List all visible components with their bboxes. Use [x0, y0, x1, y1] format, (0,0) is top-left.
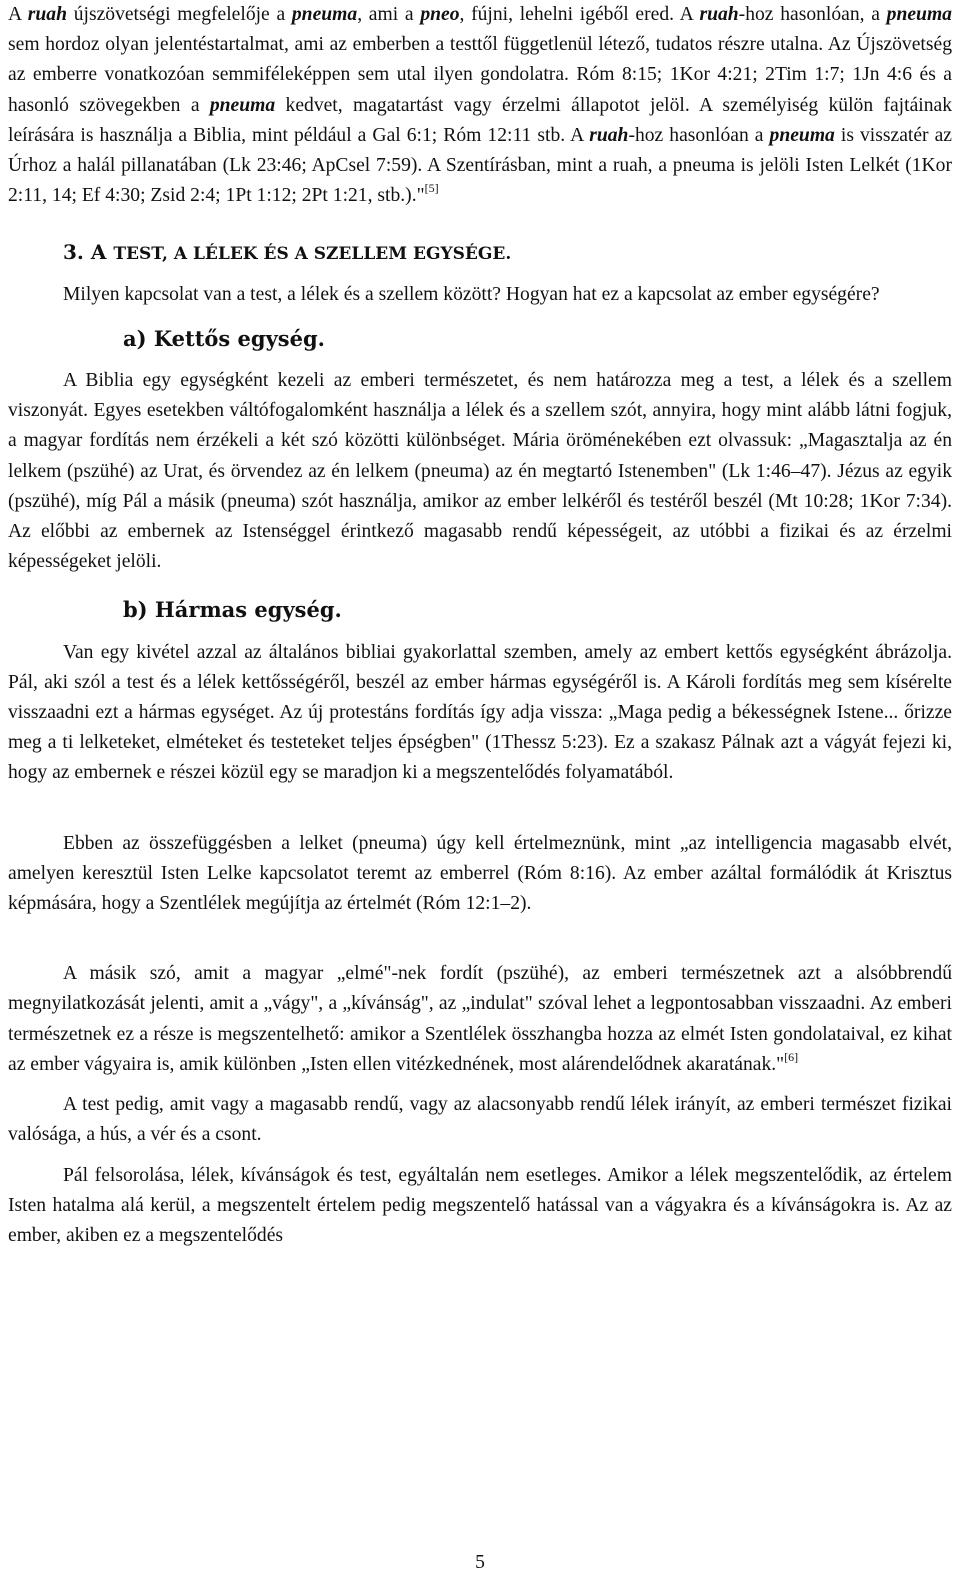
- term-pneo: pneo: [420, 4, 460, 25]
- paragraph-dual-unity: A Biblia egy egységként kezeli az emberi természetet, és nem határozza meg a test, a lélek és a szellem viszonyát. Egyes esetekben váltófogalomként használja a lélek és a szellem szót, annyira, hogy mint alább látni fogjuk, a magyar fordítás nem érzékeli a két szó közötti különbséget. Mária öröménekében ezt olvassuk: „Magasztalja az én lelkem (pszühé) az Urat, és örvendez az én lelkem (pneuma) az én megtartó Istenemben" (Lk 1:46–47). Jézus az egyik (pszühé), míg Pál a másik (pneuma) szót használja, amikor az ember lelkéről és testéről beszél (Mt 10:28; 1Kor 7:34). Az előbbi az embernek az Istenséggel érintkező magasabb rendű képességeit, az utóbbi a fizikai és az érzelmi képességeket jelöli.: [8, 370, 952, 573]
- text-run: újszövetségi megfelelője a: [67, 4, 292, 25]
- subsection-heading-b: b) Hármas egység.: [123, 597, 342, 623]
- text-run: , fújni, lehelni igéből ered. A: [459, 4, 700, 25]
- page-number: 5: [475, 1552, 485, 1573]
- section-title: TEST, A LÉLEK ÉS A SZELLEM EGYSÉGE.: [113, 244, 512, 265]
- paragraph-question: Milyen kapcsolat van a test, a lélek és a szellem között? Hogyan hat ez a kapcsolat az ember egységére?: [63, 283, 880, 305]
- paragraph-pneuma-meaning: [8, 0, 952, 211]
- paragraph-pneuma-interpretation: Ebben az összefüggésben a lelket (pneuma) úgy kell értelmeznünk, mint „az intelligencia magasabb elvét, amelyen keresztül Isten Lelke kapcsolatot teremt az emberrel (Róm 8:16). Az ember azáltal formálódik át Krisztus képmására, hogy a Szentlélek megújítja az értelmét (Róm 12:1–2).: [8, 832, 952, 915]
- term-pneuma: pneuma: [291, 4, 358, 25]
- term-pneuma: pneuma: [209, 94, 276, 116]
- text-run: A: [8, 4, 28, 25]
- paragraph-triple-unity: Van egy kivétel azzal az általános bibliai gyakorlattal szemben, amely az embert kettős egységként ábrázolja. Pál, aki szól a test és a lélek kettősségéről, beszél az ember hármas egységéről is. A Károli fordítás meg sem kísérelte visszaadni ezt a hármas egységet. Az új protestáns fordítás így adja vissza: „Maga pedig a békességnek Istene... őrizze meg a ti lelketeket, elméteket és testeteket teljes épségben" (1Thessz 5:23). Ez a szakasz Pálnak azt a vágyát fejezi ki, hogy az embernek e részei közül egy se maradjon ki a megszentelődés folyamatából.: [8, 641, 952, 784]
- section-title-initial: A: [90, 240, 107, 265]
- footnote-ref: [6]: [784, 1049, 799, 1064]
- text-run: is visszatér az Úrhoz a halál pillanatában (Lk 23:46; ApCsel 7:59). A Szentírásban, mint a ruah, a pneuma is jelöli Isten Lelkét (1Kor 2:11, 14; Ef 4:30; Zsid 2:4; 1Pt 1:12; 2Pt 1:21, stb.).": [8, 124, 952, 207]
- subsection-heading-a: a) Kettős egység.: [123, 325, 325, 351]
- text-run: kedvet, magatartást vagy érzelmi állapotot jelöl. A személyiség külön fajtáinak leírására is használja a Biblia, mint például a Gal 6:1; Róm 12:11 stb. A: [8, 94, 952, 146]
- text-run: -hoz hasonlóan, a: [738, 4, 887, 25]
- term-ruah: ruah: [589, 124, 629, 146]
- paragraph-pauls-list: Pál felsorolása, lélek, kívánságok és test, egyáltalán nem esetleges. Amikor a lélek megszentelődik, az értelem Isten hatalma alá kerül, a megszentelt értelem pedig megszentelő hatással van a vágyakra és a kívánságokra is. Az az ember, akiben ez a megszentelődés: [8, 1164, 952, 1246]
- term-ruah: ruah: [699, 4, 739, 25]
- footnote-ref: [5]: [424, 181, 439, 196]
- text-run: sem hordoz olyan jelentéstartalmat, ami az emberben a testtől függetlenül létező, tudatos részre utalna. Az Újszövetség az emberre vonatkozóan semmiféleképpen sem utal ilyen gondolatra. Róm 8:15; 1Kor 4:21; 2Tim 1:7; 1Jn 4:6 és a hasonló szövegekben a: [8, 34, 952, 116]
- section-heading: [63, 237, 952, 269]
- section-number: 3.: [63, 240, 84, 265]
- text-run: -hoz hasonlóan a: [628, 124, 770, 146]
- term-ruah: ruah: [27, 4, 67, 25]
- paragraph-psyche: [8, 959, 952, 1080]
- text-run: , ami a: [357, 4, 421, 25]
- paragraph-body: A test pedig, amit vagy a magasabb rendű, vagy az alacsonyabb rendű lélek irányít, az emberi természet fizikai valósága, a hús, a vér és a csont.: [8, 1094, 952, 1146]
- text-run: A másik szó, amit a magyar „elmé"-nek fordít (pszühé), az emberi természetnek azt a alsóbbrendű megnyilatkozását jelenti, amit a „vágy", a „kívánság", az „indulat" szóval lehet a legpontosabban visszaadni. Az emberi természetnek ez a része is megszentelhető: amikor a Szentlélek összhangba hozza az elmét Isten gondolataival, ez kihat az ember vágyaira is, amik különben „Isten ellen vitézkednének, most alárendelődnek akaratának.": [8, 963, 952, 1075]
- term-pneuma: pneuma: [769, 124, 835, 146]
- term-pneuma: pneuma: [886, 4, 952, 25]
- document-page: [8, 0, 952, 1251]
